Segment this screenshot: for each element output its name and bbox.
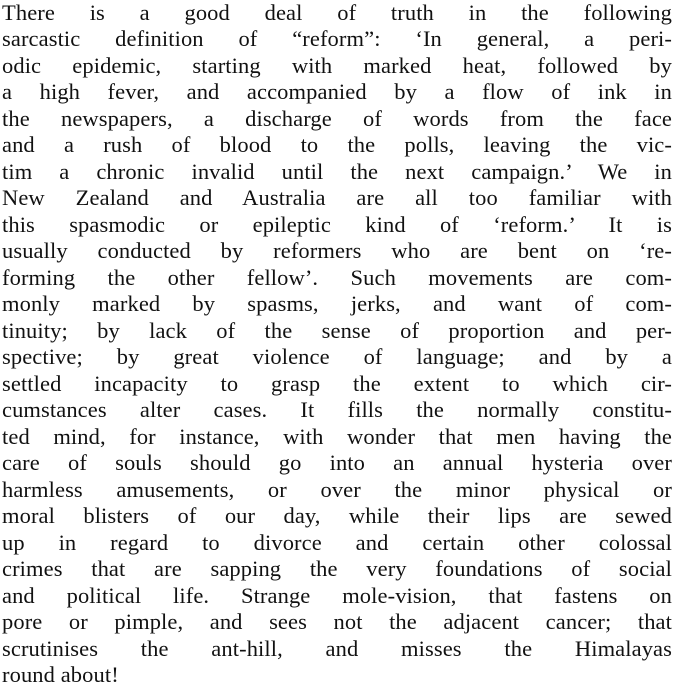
text-line: pore or pimple, and sees not the adjacent cancer; that xyxy=(2,609,672,634)
text-line: round about! xyxy=(2,662,119,687)
text-line: care of souls should go into an annual hysteria over xyxy=(2,450,672,475)
text-line: up in regard to divorce and certain other colossal xyxy=(2,530,672,555)
text-line: cumstances alter cases. It fills the normally constitu- xyxy=(2,397,672,422)
text-line: the newspapers, a discharge of words from the face xyxy=(2,106,672,131)
text-line: tinuity; by lack of the sense of proportion and per- xyxy=(2,318,672,343)
text-line: scrutinises the ant-hill, and misses the Himalayas xyxy=(2,636,672,661)
text-line: spective; by great violence of language; and by a xyxy=(2,344,672,369)
text-line: crimes that are sapping the very foundations of social xyxy=(2,556,672,581)
text-line: odic epidemic, starting with marked heat, followed by xyxy=(2,53,672,78)
text-line: harmless amusements, or over the minor physical or xyxy=(2,477,672,502)
text-line: a high fever, and accompanied by a flow of ink in xyxy=(2,79,672,104)
text-line: New Zealand and Australia are all too familiar with xyxy=(2,185,672,210)
text-line: monly marked by spasms, jerks, and want of com- xyxy=(2,291,672,316)
text-line: and political life. Strange mole-vision, that fastens on xyxy=(2,583,672,608)
text-line: moral blisters of our day, while their lips are sewed xyxy=(2,503,672,528)
text-line: this spasmodic or epileptic kind of ‘reform.’ It is xyxy=(2,212,672,237)
text-line: settled incapacity to grasp the extent to which cir- xyxy=(2,371,672,396)
text-line: There is a good deal of truth in the following xyxy=(2,0,672,25)
text-line: tim a chronic invalid until the next campaign.’ We in xyxy=(2,159,672,184)
text-line: usually conducted by reformers who are bent on ‘re- xyxy=(2,238,672,263)
text-line: ted mind, for instance, with wonder that men having the xyxy=(2,424,672,449)
text-line: sarcastic definition of “reform”: ‘In general, a peri- xyxy=(2,26,672,51)
text-line: and a rush of blood to the polls, leaving the vic- xyxy=(2,132,672,157)
text-line: forming the other fellow’. Such movements are com- xyxy=(2,265,672,290)
